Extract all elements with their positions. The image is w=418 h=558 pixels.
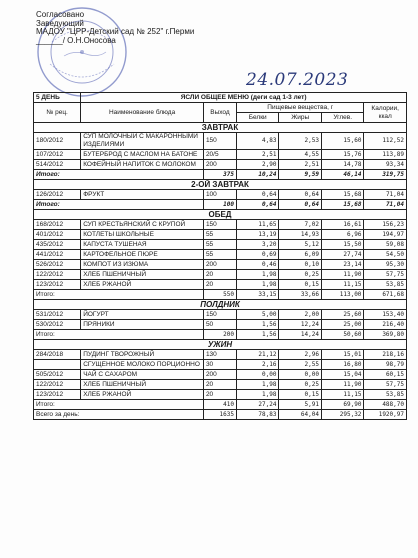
carbs-value: 11,90: [321, 380, 363, 390]
table-row: [34, 260, 407, 270]
grand-total-calories: 1920,97: [364, 410, 407, 420]
dish-name: ХЛЕБ РЖАНОЙ: [81, 280, 204, 290]
dish-yield: 100: [203, 190, 236, 200]
dish-name: ЙОГУРТ: [81, 310, 204, 320]
section-total-row: [34, 330, 407, 340]
menu-table: [33, 92, 407, 420]
total-carbs: 50,60: [321, 330, 363, 340]
grand-total-carbs: 295,32: [321, 410, 363, 420]
total-yield: 200: [203, 330, 236, 340]
calories-value: 71,04: [364, 190, 407, 200]
recipe-number: 123/2012: [34, 390, 81, 400]
table-row: [34, 133, 407, 150]
fat-value: 2,96: [279, 350, 321, 360]
recipe-number: 180/2012: [34, 133, 81, 150]
total-yield: 550: [203, 290, 236, 300]
fat-value: 12,24: [279, 320, 321, 330]
dish-name: ПУДИНГ ТВОРОЖНЫЙ: [81, 350, 204, 360]
total-carbs: 15,68: [321, 200, 363, 210]
total-label: Итого:: [34, 170, 204, 180]
dish-yield: 20: [203, 380, 236, 390]
total-calories: 488,70: [364, 400, 407, 410]
protein-value: 21,12: [236, 350, 278, 360]
grand-total-protein: 78,83: [236, 410, 278, 420]
protein-value: 0,46: [236, 260, 278, 270]
protein-value: 2,51: [236, 150, 278, 160]
total-calories: 319,75: [364, 170, 407, 180]
recipe-number: 531/2012: [34, 310, 81, 320]
dish-yield: 200: [203, 160, 236, 170]
total-fat: 0,64: [279, 200, 321, 210]
carbs-value: 15,68: [321, 190, 363, 200]
protein-value: 5,00: [236, 310, 278, 320]
total-calories: 671,68: [364, 290, 407, 300]
total-fat: 33,66: [279, 290, 321, 300]
dish-name: ЧАЙ С САХАРОМ: [81, 370, 204, 380]
table-row: [34, 270, 407, 280]
fat-value: 2,51: [279, 160, 321, 170]
carbs-value: 15,76: [321, 150, 363, 160]
total-calories: 71,04: [364, 200, 407, 210]
calories-value: 112,52: [364, 133, 407, 150]
recipe-number: 168/2012: [34, 220, 81, 230]
calories-value: 216,40: [364, 320, 407, 330]
header-fat: Жиры: [279, 113, 321, 123]
dish-name: ПРЯНИКИ: [81, 320, 204, 330]
approval-line-2: Заведующий: [36, 18, 84, 28]
section-heading-row: [34, 123, 407, 133]
section-heading-row: [34, 210, 407, 220]
carbs-value: 15,60: [321, 133, 363, 150]
recipe-number: 126/2012: [34, 190, 81, 200]
grand-total-row: [34, 410, 407, 420]
dish-yield: 55: [203, 230, 236, 240]
fat-value: 2,55: [279, 360, 321, 370]
protein-value: 1,98: [236, 380, 278, 390]
fat-value: 2,00: [279, 310, 321, 320]
dish-name: ФРУКТ: [81, 190, 204, 200]
total-protein: 10,24: [236, 170, 278, 180]
calories-value: 57,75: [364, 270, 407, 280]
section-title: УЖИН: [34, 340, 407, 350]
dish-yield: 200: [203, 370, 236, 380]
calories-value: 218,16: [364, 350, 407, 360]
dish-yield: 150: [203, 220, 236, 230]
protein-value: 3,20: [236, 240, 278, 250]
fat-value: 0,25: [279, 380, 321, 390]
table-row: [34, 220, 407, 230]
table-row: [34, 250, 407, 260]
calories-value: 194,97: [364, 230, 407, 240]
section-total-row: [34, 400, 407, 410]
handwritten-date: 24.07.2023: [246, 70, 349, 90]
dish-name: КОТЛЕТЫ ШКОЛЬНЫЕ: [81, 230, 204, 240]
table-row: [34, 230, 407, 240]
header-nutrients: Пищевые вещества, г: [236, 103, 363, 113]
fat-value: 0,15: [279, 280, 321, 290]
fat-value: 6,09: [279, 250, 321, 260]
protein-value: 2,90: [236, 160, 278, 170]
fat-value: 0,10: [279, 260, 321, 270]
total-label: Итого:: [34, 330, 204, 340]
protein-value: 4,83: [236, 133, 278, 150]
protein-value: 13,19: [236, 230, 278, 240]
header-carbs: Углев.: [321, 113, 363, 123]
dish-name: СУП КРЕСТЬЯНСКИЙ С КРУПОЙ: [81, 220, 204, 230]
calories-value: 93,34: [364, 160, 407, 170]
total-protein: 27,24: [236, 400, 278, 410]
carbs-value: 11,15: [321, 390, 363, 400]
total-fat: 9,59: [279, 170, 321, 180]
protein-value: 1,56: [236, 320, 278, 330]
fat-value: 0,00: [279, 370, 321, 380]
fat-value: 4,55: [279, 150, 321, 160]
recipe-number: 441/2012: [34, 250, 81, 260]
dish-name: ХЛЕБ РЖАНОЙ: [81, 390, 204, 400]
carbs-value: 16,61: [321, 220, 363, 230]
recipe-number: 530/2012: [34, 320, 81, 330]
table-row: [34, 380, 407, 390]
dish-name: СУП МОЛОЧНЫЙ С МАКАРОННЫМИ ИЗДЕЛИЯМИ: [81, 133, 204, 150]
approval-block: [36, 11, 194, 45]
table-row: [34, 390, 407, 400]
fat-value: 0,15: [279, 390, 321, 400]
table-row: [34, 240, 407, 250]
calories-value: 60,15: [364, 370, 407, 380]
table-row: [34, 160, 407, 170]
total-protein: 1,56: [236, 330, 278, 340]
grand-total-yield: 1635: [203, 410, 236, 420]
recipe-number: [34, 360, 81, 370]
carbs-value: 14,78: [321, 160, 363, 170]
header-yield: Выход: [203, 103, 236, 123]
total-carbs: 46,14: [321, 170, 363, 180]
section-title: ЗАВТРАК: [34, 123, 407, 133]
dish-yield: 55: [203, 240, 236, 250]
total-yield: 375: [203, 170, 236, 180]
dish-yield: 20/5: [203, 150, 236, 160]
fat-value: 0,64: [279, 190, 321, 200]
carbs-value: 25,00: [321, 320, 363, 330]
total-carbs: 113,00: [321, 290, 363, 300]
protein-value: 0,69: [236, 250, 278, 260]
protein-value: 11,65: [236, 220, 278, 230]
fat-value: 2,53: [279, 133, 321, 150]
carbs-value: 11,90: [321, 270, 363, 280]
grand-total-fat: 64,04: [279, 410, 321, 420]
calories-value: 153,40: [364, 310, 407, 320]
dish-yield: 50: [203, 320, 236, 330]
header-calories: Калории, ккал: [364, 103, 407, 123]
dish-name: ХЛЕБ ПШЕНИЧНЫЙ: [81, 380, 204, 390]
protein-value: 1,98: [236, 270, 278, 280]
dish-yield: 20: [203, 280, 236, 290]
protein-value: 2,16: [236, 360, 278, 370]
recipe-number: 401/2012: [34, 230, 81, 240]
table-row: [34, 310, 407, 320]
recipe-number: 514/2012: [34, 160, 81, 170]
recipe-number: 526/2012: [34, 260, 81, 270]
dish-yield: 55: [203, 250, 236, 260]
recipe-number: 122/2012: [34, 270, 81, 280]
section-total-row: [34, 170, 407, 180]
table-row: [34, 350, 407, 360]
section-title: ОБЕД: [34, 210, 407, 220]
dish-name: КАРТОФЕЛЬНОЕ ПЮРЕ: [81, 250, 204, 260]
carbs-value: 15,01: [321, 350, 363, 360]
recipe-number: 435/2012: [34, 240, 81, 250]
dish-yield: 150: [203, 133, 236, 150]
dish-yield: 130: [203, 350, 236, 360]
dish-name: СГУЩЕННОЕ МОЛОКО ПОРЦИОННО: [81, 360, 204, 370]
protein-value: 1,98: [236, 280, 278, 290]
fat-value: 14,93: [279, 230, 321, 240]
total-fat: 14,24: [279, 330, 321, 340]
day-label: 5 ДЕНЬ: [34, 93, 81, 103]
total-label: Итого:: [34, 400, 204, 410]
calories-value: 54,50: [364, 250, 407, 260]
total-yield: 410: [203, 400, 236, 410]
header-recipe: № рец.: [34, 103, 81, 123]
calories-value: 95,30: [364, 260, 407, 270]
recipe-number: 107/2012: [34, 150, 81, 160]
menu-title: ЯСЛИ ОБЩЕЕ МЕНЮ (деги сад 1-3 лет): [81, 93, 407, 103]
carbs-value: 25,60: [321, 310, 363, 320]
dish-name: КОФЕЙНЫЙ НАПИТОК С МОЛОКОМ: [81, 160, 204, 170]
total-fat: 5,91: [279, 400, 321, 410]
header-dish: Наименование блюда: [81, 103, 204, 123]
fat-value: 0,25: [279, 270, 321, 280]
total-protein: 0,64: [236, 200, 278, 210]
total-label: Итого:: [34, 290, 204, 300]
section-total-row: [34, 200, 407, 210]
total-label: Итого:: [34, 200, 204, 210]
table-row: [34, 320, 407, 330]
recipe-number: 123/2012: [34, 280, 81, 290]
protein-value: 0,64: [236, 190, 278, 200]
calories-value: 98,79: [364, 360, 407, 370]
dish-name: КАПУСТА ТУШЕНАЯ: [81, 240, 204, 250]
dish-yield: 20: [203, 270, 236, 280]
total-protein: 33,15: [236, 290, 278, 300]
calories-value: 113,89: [364, 150, 407, 160]
recipe-number: 122/2012: [34, 380, 81, 390]
protein-value: 0,00: [236, 370, 278, 380]
table-row: [34, 190, 407, 200]
dish-yield: 30: [203, 360, 236, 370]
dish-name: КОМПОТ ИЗ ИЗЮМА: [81, 260, 204, 270]
dish-name: БУТЕРБРОД С МАСЛОМ НА БАТОНЕ: [81, 150, 204, 160]
recipe-number: 284/2018: [34, 350, 81, 360]
approval-line-3: МАДОУ "ЦРР-Детский сад № 252" г.Перми: [36, 27, 195, 37]
table-row: [34, 280, 407, 290]
calories-value: 53,85: [364, 280, 407, 290]
section-title: 2-ОЙ ЗАВТРАК: [34, 180, 407, 190]
dish-yield: 150: [203, 310, 236, 320]
header-protein: Белки: [236, 113, 278, 123]
calories-value: 59,08: [364, 240, 407, 250]
total-carbs: 69,90: [321, 400, 363, 410]
calories-value: 57,75: [364, 380, 407, 390]
section-heading-row: [34, 300, 407, 310]
section-title: ПОЛДНИК: [34, 300, 407, 310]
section-heading-row: [34, 340, 407, 350]
table-row: [34, 370, 407, 380]
approval-line-4: ______/ О.Н.Оносова: [36, 35, 116, 45]
carbs-value: 15,04: [321, 370, 363, 380]
approval-line-1: Согласовано: [36, 10, 85, 19]
calories-value: 156,23: [364, 220, 407, 230]
carbs-value: 6,96: [321, 230, 363, 240]
carbs-value: 23,14: [321, 260, 363, 270]
dish-name: ХЛЕБ ПШЕНИЧНЫЙ: [81, 270, 204, 280]
grand-total-label: Всего за день:: [34, 410, 204, 420]
calories-value: 53,85: [364, 390, 407, 400]
table-row: [34, 360, 407, 370]
total-calories: 369,80: [364, 330, 407, 340]
section-heading-row: [34, 180, 407, 190]
table-row: [34, 150, 407, 160]
carbs-value: 27,74: [321, 250, 363, 260]
carbs-value: 16,80: [321, 360, 363, 370]
protein-value: 1,98: [236, 390, 278, 400]
section-total-row: [34, 290, 407, 300]
recipe-number: 505/2012: [34, 370, 81, 380]
carbs-value: 11,15: [321, 280, 363, 290]
carbs-value: 15,50: [321, 240, 363, 250]
fat-value: 7,02: [279, 220, 321, 230]
total-yield: 100: [203, 200, 236, 210]
dish-yield: 200: [203, 260, 236, 270]
fat-value: 5,12: [279, 240, 321, 250]
dish-yield: 20: [203, 390, 236, 400]
